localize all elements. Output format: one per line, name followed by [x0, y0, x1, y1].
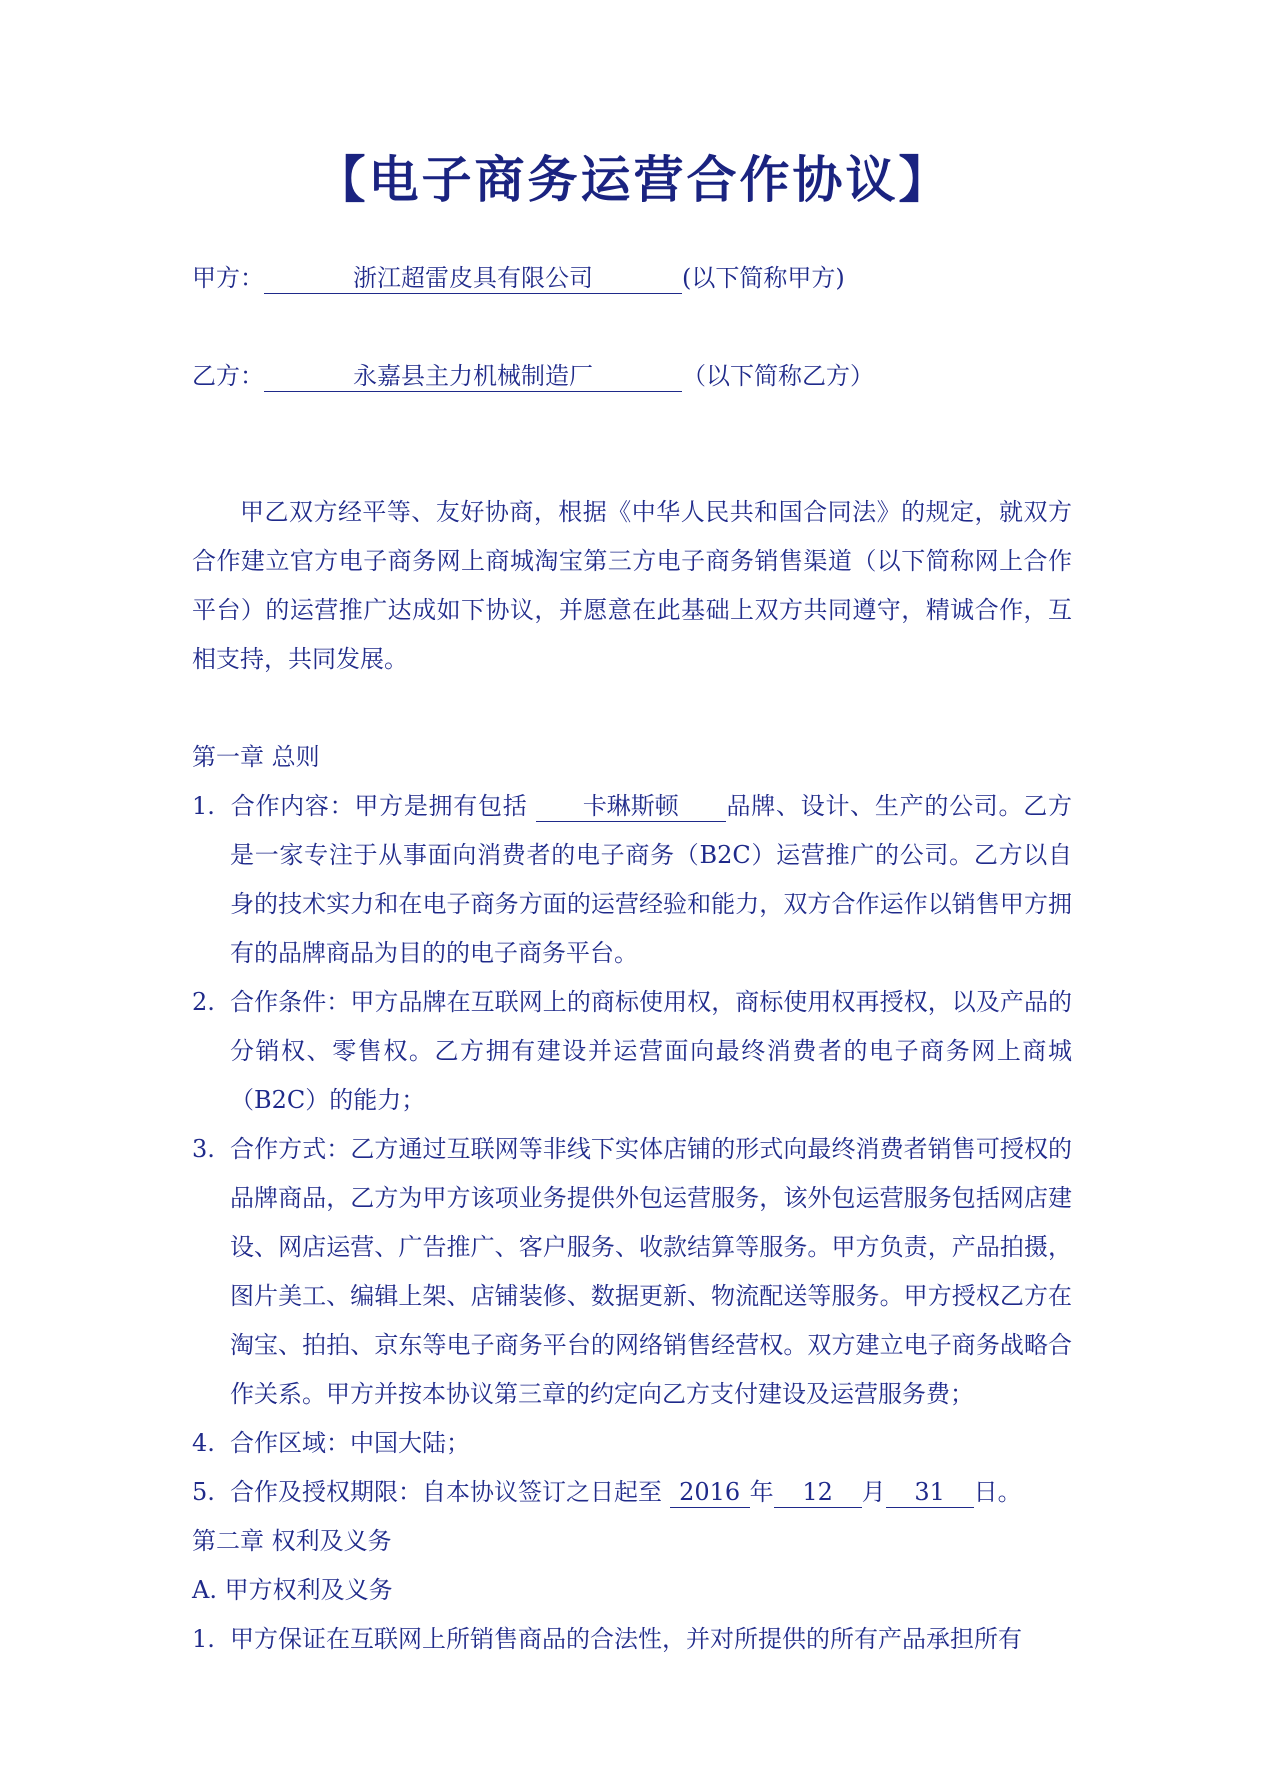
chapter-1-heading: 第一章 总则	[192, 743, 320, 771]
item-text: 合作条件：甲方品牌在互联网上的商标使用权，商标使用权再授权，以及产品的分销权、零售权。乙方拥有建设并运营面向最终消费者的电子商务网上商城（B2C）的能力；	[230, 988, 1072, 1114]
chapter-2-item-1	[192, 1615, 1072, 1664]
chapter-1-item-3	[192, 1125, 1072, 1419]
party-a-suffix: (以下简称甲方)	[682, 264, 845, 292]
section-a-heading: A. 甲方权利及义务	[192, 1576, 393, 1604]
end-day: 31	[886, 1477, 974, 1508]
item-number: 1.	[192, 1625, 215, 1653]
party-b-label: 乙方：	[192, 362, 264, 390]
chapter-1-item-2	[192, 978, 1072, 1125]
item-number: 3.	[192, 1135, 215, 1163]
item-number: 4.	[192, 1429, 215, 1457]
brand-name: 卡琳斯顿	[536, 791, 726, 822]
party-b-name: 永嘉县主力机械制造厂	[264, 361, 682, 392]
document-title: 【电子商务运营合作协议】	[315, 150, 952, 209]
item-text: 合作方式：乙方通过互联网等非线下实体店铺的形式向最终消费者销售可授权的品牌商品，乙方为甲方该项业务提供外包运营服务，该外包运营服务包括网店建设、网店运营、广告推广、客户服务、收款结算等服务。甲方负责，产品拍摄，图片美工、编辑上架、店铺装修、数据更新、物流配送等服务。甲方授权乙方在淘宝、拍拍、京东等电子商务平台的网络销售经营权。双方建立电子商务战略合作关系。甲方并按本协议第三章的约定向乙方支付建设及运营服务费；	[230, 1135, 1072, 1408]
chapter-2-heading: 第二章 权利及义务	[192, 1527, 392, 1555]
party-a-label: 甲方：	[192, 264, 264, 292]
party-a-line	[192, 258, 845, 294]
month-unit: 月	[861, 1478, 886, 1506]
party-a-name: 浙江超雷皮具有限公司	[264, 263, 682, 294]
year-unit: 年	[749, 1478, 774, 1506]
item-number: 5.	[192, 1478, 215, 1506]
intro-paragraph: 甲乙双方经平等、友好协商，根据《中华人民共和国合同法》的规定，就双方合作建立官方电子商务网上商城淘宝第三方电子商务销售渠道（以下简称网上合作平台）的运营推广达成如下协议，并愿意在此基础上双方共同遵守，精诚合作，互相支持，共同发展。	[192, 498, 1072, 673]
item-text: 合作内容：甲方是拥有包括	[230, 792, 528, 820]
item-text: 甲方保证在互联网上所销售商品的合法性，并对所提供的所有产品承担所有	[230, 1625, 1022, 1653]
item-number: 2.	[192, 988, 215, 1016]
item-text: 品牌、设计、生产的公司。乙方是一家专注于从事面向消费者的电子商务（B2C）运营推广的公司。乙方以自身的技术实力和在电子商务方面的运营经验和能力，双方合作运作以销售甲方拥有的品牌商品为目的的电子商务平台。	[230, 792, 1072, 967]
chapter-1-item-1	[192, 782, 1072, 978]
party-b-line	[192, 356, 874, 392]
end-month: 12	[774, 1477, 862, 1508]
party-b-suffix: （以下简称乙方）	[682, 362, 874, 390]
chapter-1-item-4	[192, 1419, 1072, 1468]
item-text: 合作及授权期限：自本协议签订之日起至	[230, 1478, 662, 1506]
day-unit: 日。	[973, 1478, 1022, 1506]
document-body	[192, 488, 1072, 1664]
item-text: 合作区域：中国大陆；	[230, 1429, 470, 1457]
item-number: 1.	[192, 792, 215, 820]
chapter-1-item-5	[192, 1468, 1072, 1517]
end-year: 2016	[670, 1477, 750, 1508]
